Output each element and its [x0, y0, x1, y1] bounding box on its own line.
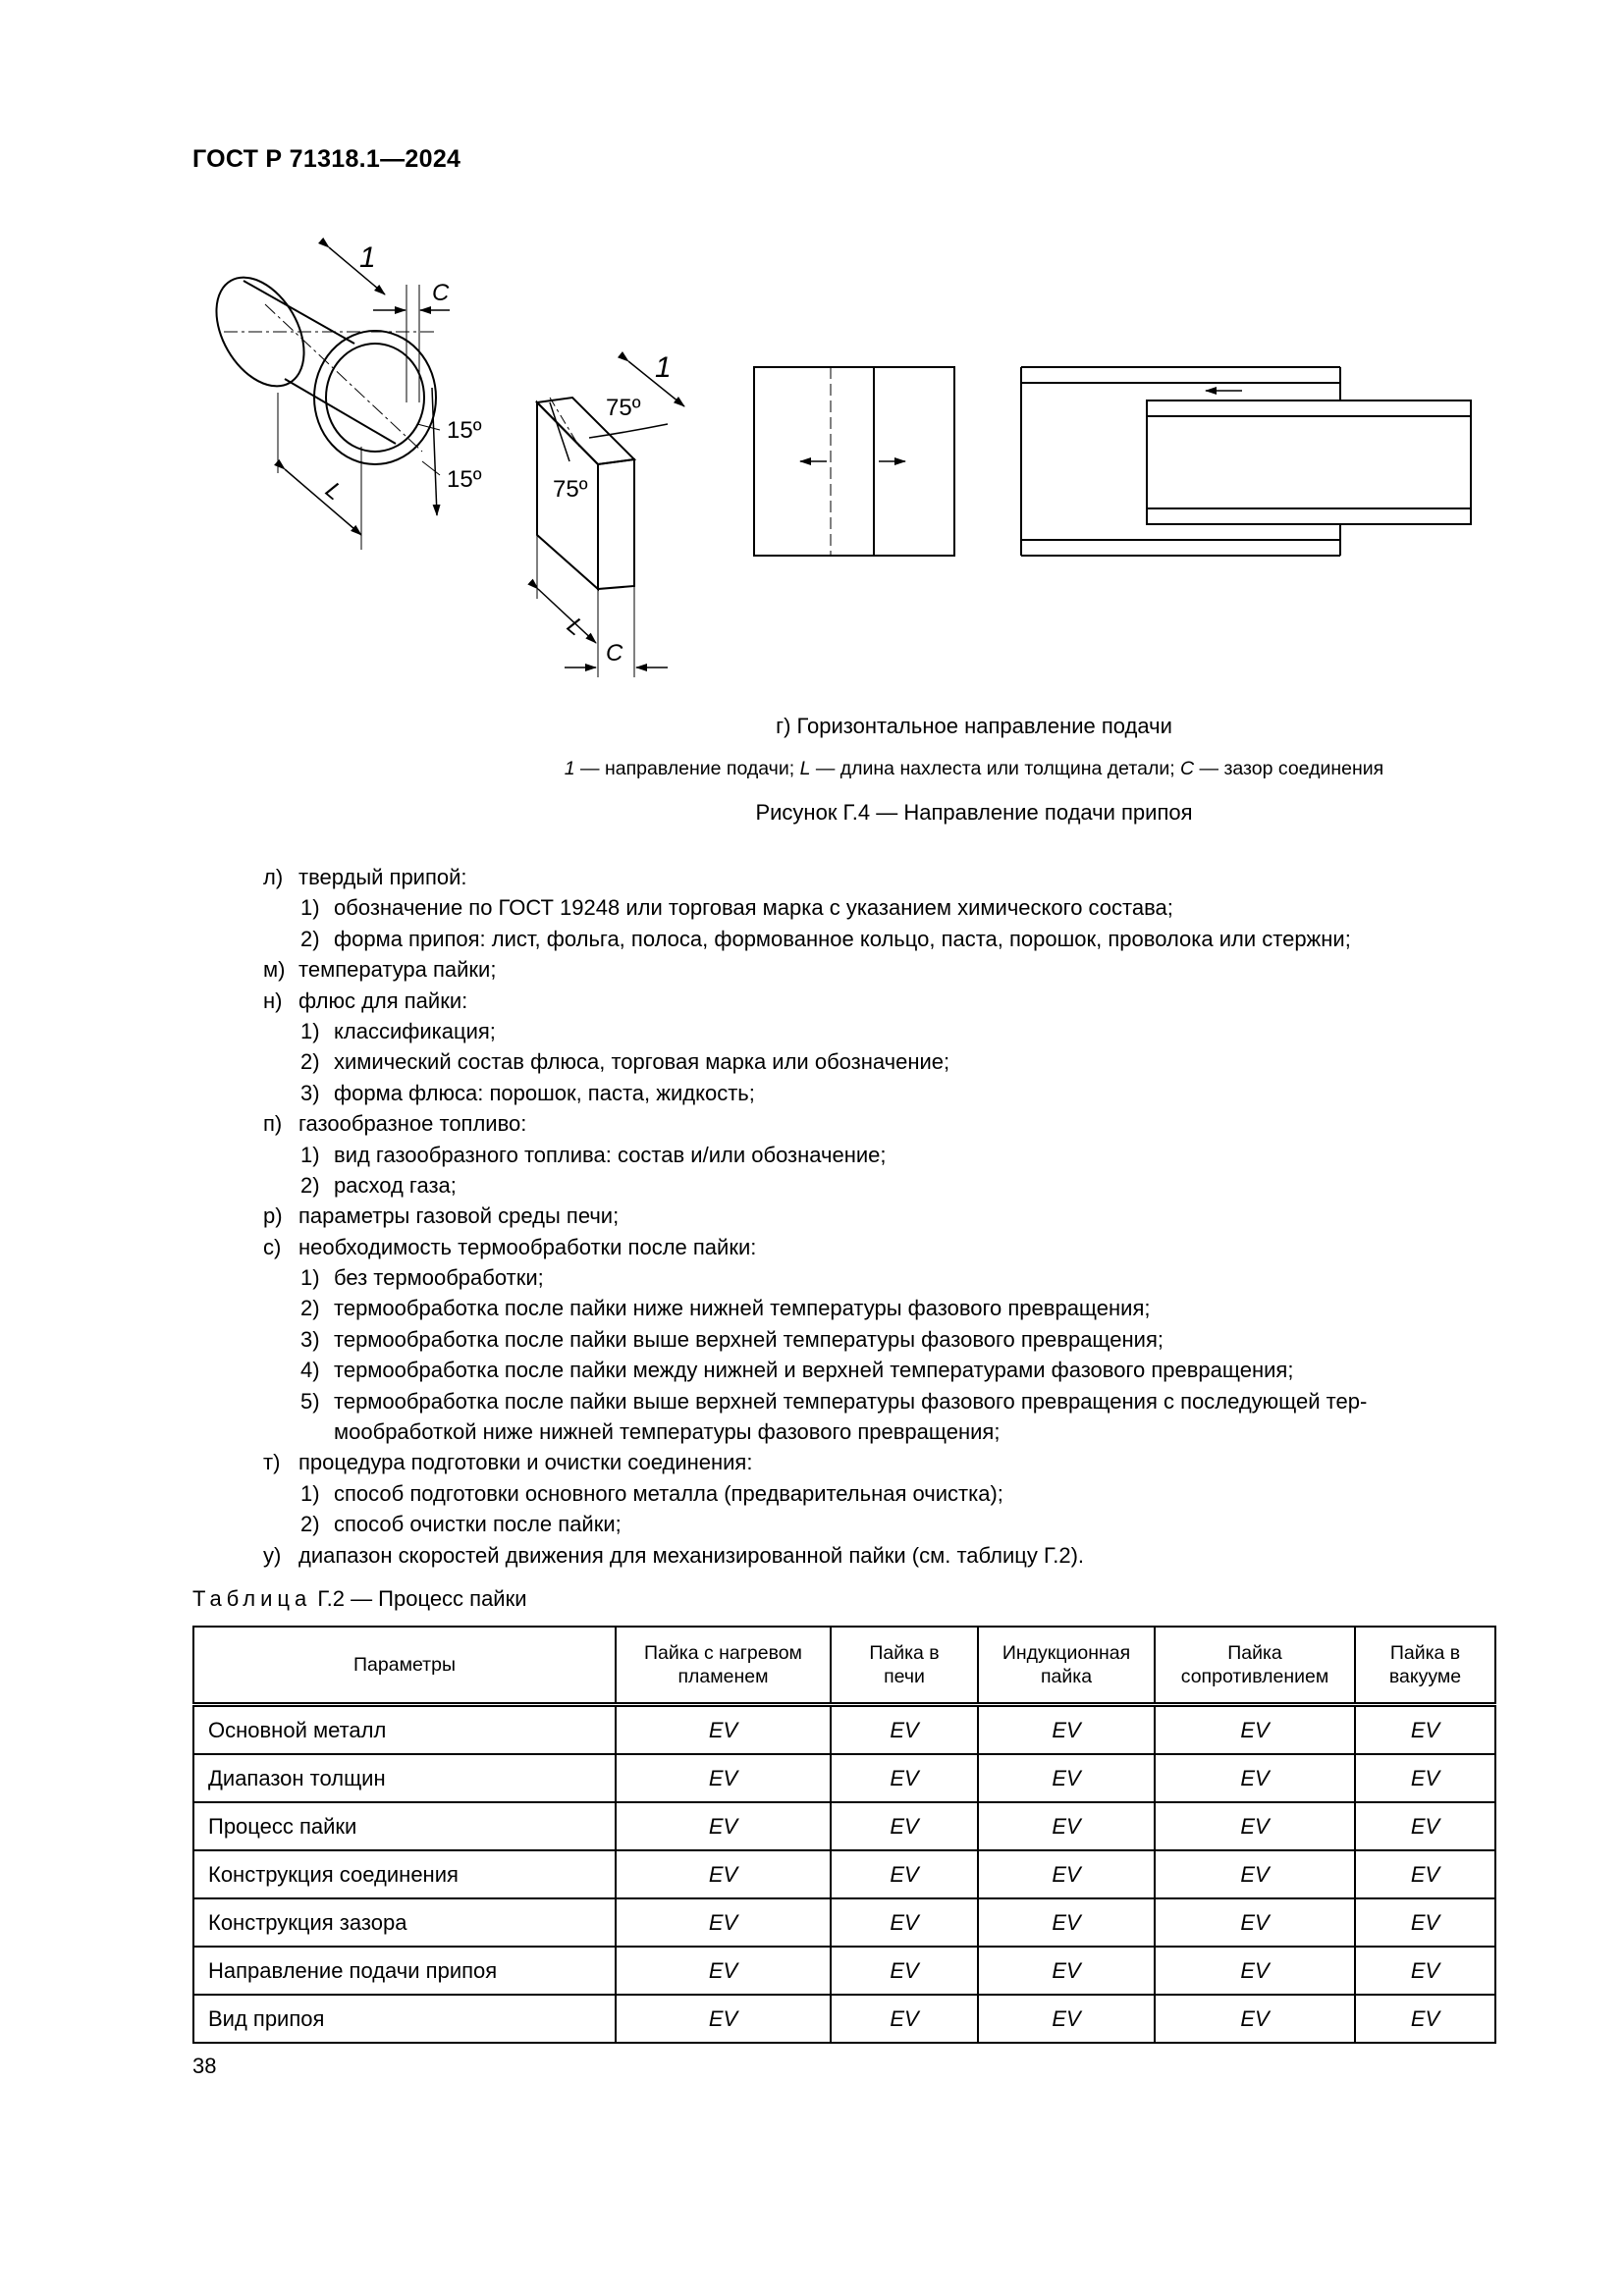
table-cell: EV [1355, 1802, 1495, 1850]
table-cell: Конструкция соединения [193, 1850, 616, 1898]
label-feed-1b: 1 [655, 351, 672, 384]
table-cell: EV [978, 1802, 1155, 1850]
label-angle-75a: 75º [606, 395, 641, 421]
label-length-l2: L [562, 612, 589, 642]
list-subitem: 2) термообработка после пайки ниже нижней температуры фазового превращения; [300, 1296, 1151, 1321]
lap-joint-drawing [1021, 367, 1471, 556]
table-cell: EV [1155, 1947, 1355, 1995]
column-header: Пайка сопротивлением [1155, 1627, 1355, 1705]
table-cell: Конструкция зазора [193, 1898, 616, 1947]
table-title: Таблица Г.2 — Процесс пайки [192, 1586, 527, 1611]
list-subitem: 1) вид газообразного топлива: состав и/или обозначение; [300, 1142, 887, 1167]
table-cell: Процесс пайки [193, 1802, 616, 1850]
table-cell: EV [1155, 1850, 1355, 1898]
label-angle-15b: 15º [447, 466, 482, 493]
figure-caption: Рисунок Г.4 — Направление подачи припоя [755, 800, 1193, 825]
table-cell: EV [1155, 1754, 1355, 1802]
column-header: Пайка в вакууме [1355, 1627, 1495, 1705]
table-cell: EV [616, 1898, 831, 1947]
table-cell: EV [831, 1995, 978, 2043]
table-cell: Диапазон толщин [193, 1754, 616, 1802]
feed-direction-figure [0, 0, 1624, 707]
label-feed-1: 1 [359, 241, 376, 274]
legend-key-l: L [799, 758, 811, 779]
document-header: ГОСТ Р 71318.1—2024 [192, 145, 461, 173]
table-cell: EV [616, 1850, 831, 1898]
table-cell: EV [831, 1947, 978, 1995]
list-subitem: 4) термообработка после пайки между нижней и верхней температурами фазового превращения; [300, 1358, 1294, 1383]
table-cell: EV [1355, 1947, 1495, 1995]
table-cell: EV [616, 1995, 831, 2043]
table-cell: EV [1355, 1705, 1495, 1755]
list-item: н) флюс для пайки: [263, 988, 468, 1013]
page-number: 38 [192, 2054, 217, 2078]
list-item: л) твердый припой: [263, 865, 467, 889]
list-item: р) параметры газовой среды печи; [263, 1203, 620, 1229]
list-subitem: 5) термообработка после пайки выше верхней температуры фазового превращения с последующей тер- [300, 1388, 1368, 1414]
column-header: Параметры [193, 1627, 616, 1705]
list-item: у) диапазон скоростей движения для механизированной пайки (см. таблицу Г.2). [263, 1542, 1085, 1568]
list-subitem: 1) классификация; [300, 1018, 496, 1043]
table-cell: EV [978, 1898, 1155, 1947]
label-gap-c2: C [606, 640, 623, 667]
list-item: п) газообразное топливо: [263, 1111, 527, 1137]
figure-legend [0, 758, 1624, 780]
list-subitem-continuation: мообработкой ниже нижней температуры фазового превращения; [334, 1419, 1001, 1445]
label-angle-15a: 15º [447, 417, 482, 444]
table-row [193, 1705, 1495, 1755]
table-cell: Направление подачи припоя [193, 1947, 616, 1995]
table-row [193, 1802, 1495, 1850]
table-cell: EV [831, 1754, 978, 1802]
table-cell: Вид припоя [193, 1995, 616, 2043]
table-cell: EV [616, 1705, 831, 1755]
table-row [193, 1850, 1495, 1898]
legend-text-3: — зазор соединения [1194, 758, 1384, 779]
subfigure-caption: г) Горизонтальное направление подачи [776, 714, 1172, 738]
list-subitem: 2) форма припоя: лист, фольга, полоса, формованное кольцо, паста, порошок, проволока или стержни; [300, 926, 1351, 951]
table-cell: EV [1355, 1850, 1495, 1898]
list-item: м) температура пайки; [263, 957, 497, 983]
table-header-row [193, 1627, 1495, 1705]
table-cell: EV [831, 1850, 978, 1898]
table-row [193, 1898, 1495, 1947]
column-header: Пайка в печи [831, 1627, 978, 1705]
brazing-process-table [192, 1626, 1496, 2044]
list-subitem: 2) химический состав флюса, торговая марка или обозначение; [300, 1049, 950, 1075]
table-cell: EV [978, 1850, 1155, 1898]
table-cell: EV [1355, 1995, 1495, 2043]
list-subitem: 3) термообработка после пайки выше верхней температуры фазового превращения; [300, 1326, 1164, 1352]
table-cell: EV [831, 1898, 978, 1947]
list-subitem: 2) способ очистки после пайки; [300, 1512, 622, 1537]
label-gap-c: C [432, 280, 450, 306]
table-cell: EV [978, 1995, 1155, 2043]
table-cell: EV [1355, 1898, 1495, 1947]
table-cell: EV [1155, 1705, 1355, 1755]
list-subitem: 1) без термообработки; [300, 1265, 544, 1291]
butt-joint-drawing [754, 367, 954, 556]
table-cell: EV [978, 1705, 1155, 1755]
list-subitem: 2) расход газа; [300, 1172, 457, 1198]
label-angle-75b: 75º [553, 476, 588, 503]
list-item: т) процедура подготовки и очистки соединения: [263, 1450, 753, 1475]
table-row [193, 1947, 1495, 1995]
cylinder-drawing [198, 247, 450, 550]
legend-text-1: — направление подачи; [574, 758, 800, 779]
list-subitem: 1) обозначение по ГОСТ 19248 или торговая марка с указанием химического состава; [300, 895, 1173, 921]
legend-text-2: — длина нахлеста или толщина детали; [810, 758, 1181, 779]
table-cell: EV [1155, 1802, 1355, 1850]
column-header: Индукционная пайка [978, 1627, 1155, 1705]
table-cell: EV [1155, 1898, 1355, 1947]
list-subitem: 1) способ подготовки основного металла (предварительная очистка); [300, 1480, 1003, 1506]
table-cell: EV [831, 1705, 978, 1755]
table-row [193, 1754, 1495, 1802]
table-row [193, 1995, 1495, 2043]
table-cell: EV [616, 1754, 831, 1802]
column-header: Пайка с нагревом пламенем [616, 1627, 831, 1705]
table-cell: EV [616, 1802, 831, 1850]
table-cell: EV [831, 1802, 978, 1850]
table-cell: EV [1355, 1754, 1495, 1802]
requirements-list [263, 862, 1520, 1571]
table-cell: EV [1155, 1995, 1355, 2043]
table-cell: Основной металл [193, 1705, 616, 1755]
legend-key-1: 1 [564, 758, 575, 779]
table-cell: EV [978, 1947, 1155, 1995]
table-cell: EV [978, 1754, 1155, 1802]
legend-key-c: C [1180, 758, 1195, 779]
table-cell: EV [616, 1947, 831, 1995]
label-length-l: L [320, 476, 348, 507]
list-item: с) необходимость термообработки после пайки: [263, 1234, 757, 1259]
list-subitem: 3) форма флюса: порошок, паста, жидкость; [300, 1080, 755, 1105]
